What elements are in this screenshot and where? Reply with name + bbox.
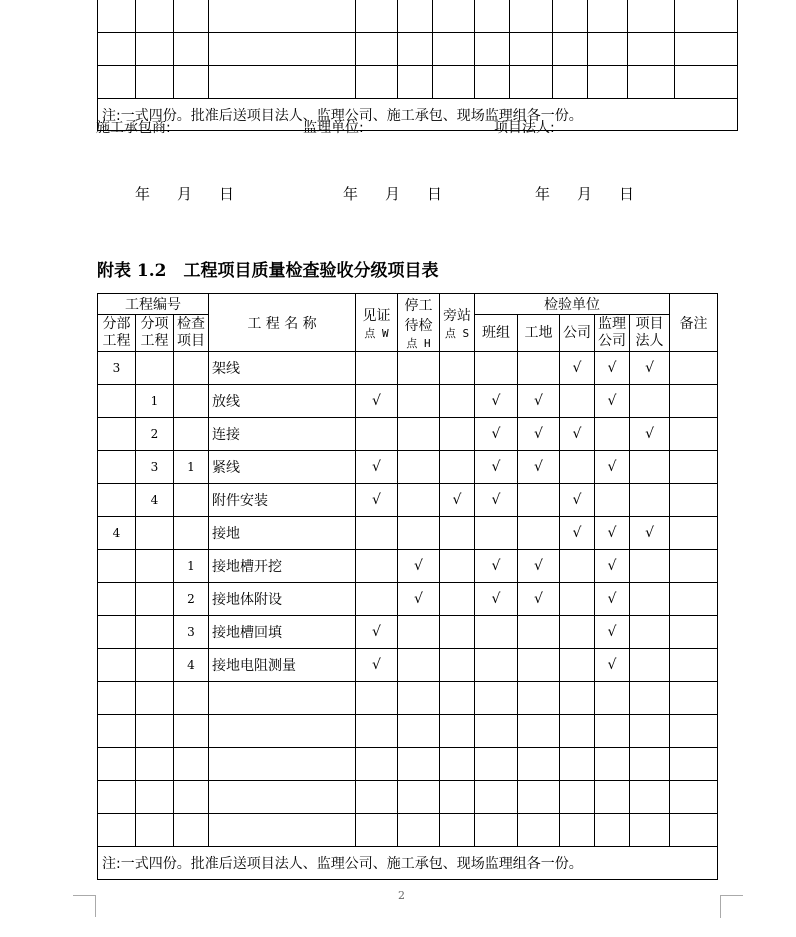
- cell-company: [560, 451, 595, 484]
- cell-empty: [98, 682, 136, 715]
- cell-w: √: [356, 484, 398, 517]
- cell-item: [136, 517, 174, 550]
- cell-h: [398, 517, 440, 550]
- cell-check: [174, 418, 209, 451]
- cell-empty: [475, 682, 518, 715]
- cell-w: √: [356, 451, 398, 484]
- cell-empty: [209, 781, 356, 814]
- cell-site: [518, 649, 560, 682]
- header-remarks: 备注: [670, 294, 718, 352]
- header-witness-line1: 见证: [362, 307, 391, 324]
- cell-owner: √: [630, 517, 670, 550]
- cell-empty: [174, 748, 209, 781]
- cell-supervision: [595, 418, 630, 451]
- cell-s: √: [440, 484, 475, 517]
- cell-s: [440, 385, 475, 418]
- cell-site: [518, 352, 560, 385]
- cell-name: 连接: [209, 418, 356, 451]
- cell-empty: [595, 715, 630, 748]
- supervisor-date: [343, 183, 442, 204]
- cell-s: [440, 583, 475, 616]
- table-row: [98, 484, 718, 517]
- cell-empty: [398, 781, 440, 814]
- cell-name: 接地体附设: [209, 583, 356, 616]
- cell-empty: [356, 682, 398, 715]
- cell-company: √: [560, 484, 595, 517]
- cell-empty: [630, 781, 670, 814]
- cell-empty: [630, 748, 670, 781]
- cell-item: [136, 649, 174, 682]
- cell-owner: [630, 385, 670, 418]
- cell-w: [356, 550, 398, 583]
- cell-empty: [356, 748, 398, 781]
- cell-s: [440, 550, 475, 583]
- cell-company: [560, 649, 595, 682]
- cell-empty: [209, 682, 356, 715]
- table-row: [98, 814, 718, 847]
- cell-empty: [670, 781, 718, 814]
- cell-owner: [630, 649, 670, 682]
- cell-remarks: [670, 451, 718, 484]
- main-table-note: 注:一式四份。批准后送项目法人、监理公司、施工承包、现场监理组各一份。: [98, 847, 718, 880]
- header-division: 分部 工程: [98, 315, 136, 352]
- cell-item: 3: [136, 451, 174, 484]
- cell-empty: [440, 748, 475, 781]
- header-inspection-group: 检验单位: [475, 294, 670, 315]
- cell-h: [398, 451, 440, 484]
- cell-empty: [136, 781, 174, 814]
- cell-remarks: [670, 517, 718, 550]
- contractor-label: 施工承包商:: [96, 120, 171, 136]
- cell-empty: [174, 682, 209, 715]
- cell-w: √: [356, 385, 398, 418]
- cell-empty: [670, 682, 718, 715]
- cell-empty: [475, 814, 518, 847]
- table-row: [98, 715, 718, 748]
- cell-site: √: [518, 451, 560, 484]
- cell-site: [518, 484, 560, 517]
- cell-site: √: [518, 550, 560, 583]
- cell-owner: √: [630, 418, 670, 451]
- cell-name: 接地槽回填: [209, 616, 356, 649]
- cell-company: √: [560, 517, 595, 550]
- header-standby: [440, 294, 475, 352]
- cell-empty: [398, 814, 440, 847]
- cell-empty: [136, 748, 174, 781]
- cell-s: [440, 517, 475, 550]
- table-row: [98, 66, 738, 99]
- cell-empty: [518, 748, 560, 781]
- cell-empty: [98, 715, 136, 748]
- supervisor-label: 监理单位:: [303, 120, 364, 136]
- table-row: [98, 616, 718, 649]
- cell-check: 4: [174, 649, 209, 682]
- cell-name: 放线: [209, 385, 356, 418]
- header-site: 工地: [518, 315, 560, 352]
- cell-empty: [174, 814, 209, 847]
- cell-empty: [630, 682, 670, 715]
- cell-s: [440, 352, 475, 385]
- cell-empty: [475, 715, 518, 748]
- cell-empty: [595, 814, 630, 847]
- cell-empty: [356, 781, 398, 814]
- cell-team: [475, 352, 518, 385]
- cell-supervision: √: [595, 550, 630, 583]
- cell-item: [136, 550, 174, 583]
- table-row: [98, 451, 718, 484]
- cell-supervision: √: [595, 517, 630, 550]
- cell-empty: [398, 748, 440, 781]
- header-item: 分项 工程: [136, 315, 174, 352]
- cell-check: [174, 484, 209, 517]
- cell-h: [398, 385, 440, 418]
- cell-check: [174, 517, 209, 550]
- header-witness-line2: 点 W: [364, 326, 389, 340]
- header-owner-line1: 项目: [635, 316, 664, 332]
- cell-site: √: [518, 385, 560, 418]
- table-row: [98, 583, 718, 616]
- cell-empty: [136, 682, 174, 715]
- header-standby-line2: 点 S: [444, 326, 470, 340]
- cell-supervision: √: [595, 352, 630, 385]
- cell-empty: [630, 715, 670, 748]
- cell-empty: [518, 715, 560, 748]
- cell-empty: [209, 814, 356, 847]
- cell-check: [174, 352, 209, 385]
- cell-w: [356, 583, 398, 616]
- cell-team: √: [475, 418, 518, 451]
- cell-team: √: [475, 583, 518, 616]
- table-note-row: [98, 99, 738, 131]
- cell-empty: [560, 682, 595, 715]
- cell-empty: [356, 715, 398, 748]
- page-number: 2: [398, 889, 405, 902]
- cell-supervision: [595, 484, 630, 517]
- header-hold: [398, 294, 440, 352]
- header-owner-line2: 法人: [635, 333, 664, 349]
- cell-item: 1: [136, 385, 174, 418]
- table-row: [98, 33, 738, 66]
- cell-remarks: [670, 418, 718, 451]
- header-hold-line1: 停工: [404, 297, 433, 314]
- table-note-row: [98, 847, 718, 880]
- cell-division: [98, 451, 136, 484]
- cell-empty: [209, 748, 356, 781]
- cell-supervision: √: [595, 583, 630, 616]
- cell-empty: [595, 682, 630, 715]
- contractor-date: [135, 183, 234, 204]
- cell-s: [440, 649, 475, 682]
- cell-empty: [518, 781, 560, 814]
- cell-team: [475, 517, 518, 550]
- header-company: 公司: [560, 315, 595, 352]
- cell-remarks: [670, 352, 718, 385]
- header-hold-line3: 点 H: [406, 336, 431, 350]
- crop-mark: [73, 895, 95, 918]
- date-year: 年: [343, 185, 359, 203]
- table-row: [98, 550, 718, 583]
- cell-name: 接地槽开挖: [209, 550, 356, 583]
- cell-w: [356, 418, 398, 451]
- cell-company: √: [560, 418, 595, 451]
- cell-empty: [440, 781, 475, 814]
- cell-empty: [518, 682, 560, 715]
- table-row: [98, 0, 738, 33]
- cell-team: √: [475, 484, 518, 517]
- cell-name: 紧线: [209, 451, 356, 484]
- cell-h: [398, 484, 440, 517]
- cell-item: [136, 583, 174, 616]
- cell-owner: [630, 484, 670, 517]
- cell-empty: [440, 682, 475, 715]
- cell-empty: [518, 814, 560, 847]
- cell-empty: [670, 748, 718, 781]
- cell-owner: [630, 616, 670, 649]
- cell-s: [440, 451, 475, 484]
- date-day: 日: [427, 185, 443, 203]
- cell-team: √: [475, 385, 518, 418]
- cell-remarks: [670, 583, 718, 616]
- cell-division: [98, 418, 136, 451]
- cell-supervision: √: [595, 616, 630, 649]
- header-row-1: [98, 294, 718, 315]
- date-year: 年: [535, 185, 551, 203]
- cell-division: 3: [98, 352, 136, 385]
- cell-check: 1: [174, 550, 209, 583]
- cell-empty: [560, 781, 595, 814]
- cell-item: [136, 616, 174, 649]
- cell-company: [560, 550, 595, 583]
- cell-empty: [595, 781, 630, 814]
- cell-division: [98, 616, 136, 649]
- header-standby-line1: 旁站: [443, 307, 471, 324]
- owner-date: [535, 183, 634, 204]
- cell-check: 2: [174, 583, 209, 616]
- owner-label: 项目法人:: [494, 120, 555, 136]
- header-hold-line2: 待检: [404, 317, 433, 334]
- cell-owner: √: [630, 352, 670, 385]
- cell-h: [398, 649, 440, 682]
- cell-h: [398, 352, 440, 385]
- cell-check: [174, 385, 209, 418]
- cell-team: √: [475, 550, 518, 583]
- cell-empty: [356, 814, 398, 847]
- date-day: 日: [219, 185, 235, 203]
- cell-empty: [560, 715, 595, 748]
- date-day: 日: [619, 185, 635, 203]
- cell-division: [98, 550, 136, 583]
- cell-empty: [209, 715, 356, 748]
- cell-empty: [560, 748, 595, 781]
- cell-division: [98, 583, 136, 616]
- date-month: 月: [385, 185, 401, 203]
- cell-h: [398, 418, 440, 451]
- cell-h: √: [398, 583, 440, 616]
- cell-owner: [630, 451, 670, 484]
- cell-division: [98, 385, 136, 418]
- cell-division: [98, 649, 136, 682]
- cell-empty: [595, 748, 630, 781]
- cell-remarks: [670, 385, 718, 418]
- cell-remarks: [670, 484, 718, 517]
- cell-remarks: [670, 649, 718, 682]
- header-code-group: 工程编号: [98, 294, 209, 315]
- cell-w: [356, 517, 398, 550]
- header-supervision-line2: 公司: [598, 333, 626, 349]
- top-table-note: 注:一式四份。批准后送项目法人、监理公司、施工承包、现场监理组各一份。: [98, 99, 738, 131]
- inspection-table: [97, 293, 718, 880]
- cell-empty: [98, 814, 136, 847]
- table-row: [98, 385, 718, 418]
- cell-division: [98, 484, 136, 517]
- cell-empty: [475, 748, 518, 781]
- date-year: 年: [135, 185, 151, 203]
- header-owner: [630, 315, 670, 352]
- header-name: 工 程 名 称: [209, 294, 356, 352]
- cell-team: √: [475, 451, 518, 484]
- table-title: 附表 1.2 工程项目质量检查验收分级项目表: [97, 261, 439, 281]
- cell-w: √: [356, 616, 398, 649]
- date-month: 月: [577, 185, 593, 203]
- cell-supervision: √: [595, 385, 630, 418]
- cell-name: 接地电阻测量: [209, 649, 356, 682]
- cell-check: 1: [174, 451, 209, 484]
- cell-item: 2: [136, 418, 174, 451]
- table-row: [98, 352, 718, 385]
- header-team: 班组: [475, 315, 518, 352]
- cell-empty: [136, 715, 174, 748]
- cell-empty: [174, 781, 209, 814]
- cell-empty: [98, 781, 136, 814]
- date-month: 月: [177, 185, 193, 203]
- cell-empty: [475, 781, 518, 814]
- cell-company: [560, 583, 595, 616]
- cell-company: [560, 616, 595, 649]
- cell-empty: [136, 814, 174, 847]
- cell-site: √: [518, 583, 560, 616]
- cell-empty: [98, 748, 136, 781]
- cell-h: √: [398, 550, 440, 583]
- cell-empty: [440, 814, 475, 847]
- cell-site: [518, 517, 560, 550]
- cell-empty: [174, 715, 209, 748]
- cell-item: 4: [136, 484, 174, 517]
- cell-owner: [630, 583, 670, 616]
- cell-team: [475, 649, 518, 682]
- cell-site: √: [518, 418, 560, 451]
- cell-item: [136, 352, 174, 385]
- header-supervision-line1: 监理: [598, 316, 626, 332]
- cell-empty: [440, 715, 475, 748]
- cell-site: [518, 616, 560, 649]
- cell-w: √: [356, 649, 398, 682]
- cell-division: 4: [98, 517, 136, 550]
- table-row: [98, 418, 718, 451]
- cell-supervision: √: [595, 649, 630, 682]
- cell-empty: [670, 814, 718, 847]
- cell-remarks: [670, 616, 718, 649]
- cell-remarks: [670, 550, 718, 583]
- cell-empty: [398, 715, 440, 748]
- crop-mark: [720, 895, 743, 918]
- table-row: [98, 748, 718, 781]
- cell-w: [356, 352, 398, 385]
- cell-empty: [670, 715, 718, 748]
- cell-name: 接地: [209, 517, 356, 550]
- table-row: [98, 682, 718, 715]
- cell-s: [440, 616, 475, 649]
- cell-s: [440, 418, 475, 451]
- header-check-item: 检查 项目: [174, 315, 209, 352]
- table-row: [98, 649, 718, 682]
- cell-team: [475, 616, 518, 649]
- cell-name: 架线: [209, 352, 356, 385]
- cell-check: 3: [174, 616, 209, 649]
- table-row: [98, 781, 718, 814]
- cell-name: 附件安装: [209, 484, 356, 517]
- header-supervision: [595, 315, 630, 352]
- cell-empty: [398, 682, 440, 715]
- cell-empty: [630, 814, 670, 847]
- cell-h: [398, 616, 440, 649]
- cell-company: √: [560, 352, 595, 385]
- continued-table: [97, 0, 738, 131]
- cell-empty: [560, 814, 595, 847]
- cell-company: [560, 385, 595, 418]
- table-row: [98, 517, 718, 550]
- header-witness: [356, 294, 398, 352]
- cell-supervision: √: [595, 451, 630, 484]
- cell-owner: [630, 550, 670, 583]
